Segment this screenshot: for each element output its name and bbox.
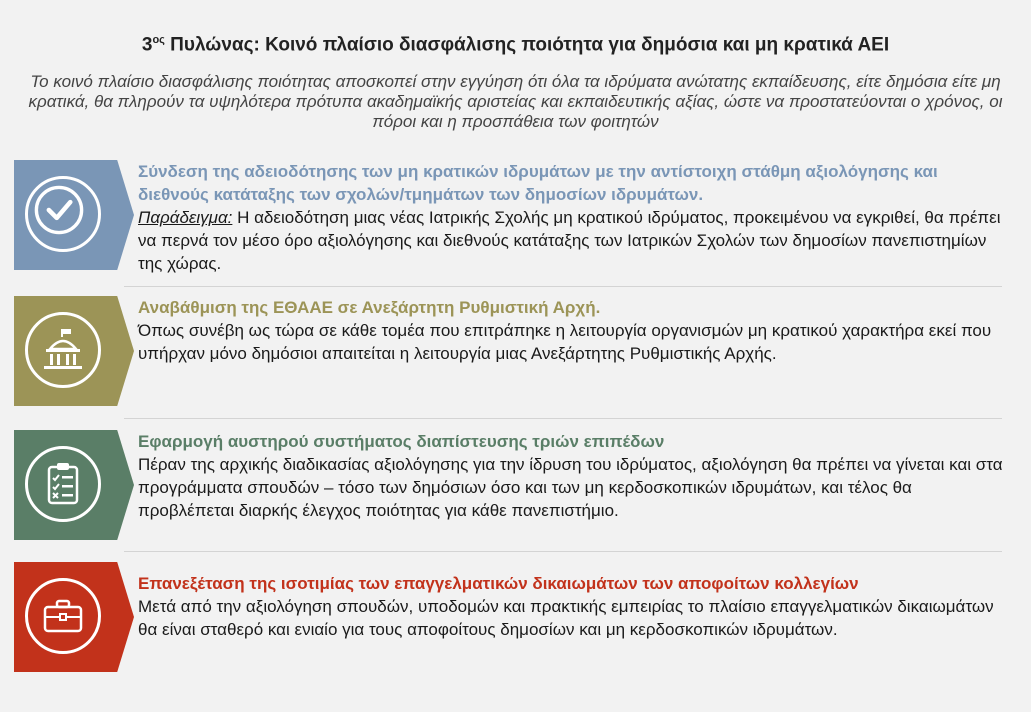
check-circle-icon	[33, 184, 85, 236]
chevron-badge	[14, 160, 134, 270]
item-heading: Σύνδεση της αδειοδότησης των μη κρατικών ιδρυμάτων με την αντίστοιχη στάθμη αξιολόγησης και διεθνούς κατάταξης των σχολών/τμημάτων των δημοσίων ιδρυμάτων.	[138, 162, 938, 204]
item-text	[138, 160, 1008, 275]
item-heading: Αναβάθμιση της ΕΘΑΑΕ σε Ανεξάρτητη Ρυθμιστική Αρχή.	[138, 298, 601, 317]
item-body	[138, 206, 1008, 275]
item-text	[138, 572, 1008, 641]
title-number: 3	[141, 34, 153, 56]
page-title	[0, 34, 1031, 56]
chevron-badge	[14, 296, 134, 406]
example-label: Παράδειγμα:	[138, 208, 233, 227]
divider	[124, 551, 1002, 552]
item-body: Όπως συνέβη ως τώρα σε κάθε τομέα που επιτράπηκε η λειτουργία οργανισμών μη κρατικού χαρακτήρα εκεί που υπήρχαν μόνο δημόσιοι απαιτείται η λειτουργία μιας Ανεξάρτητης Ρυθμιστικής Αρχής.	[138, 321, 992, 363]
item-body: Μετά από την αξιολόγηση σπουδών, υποδομών και πρακτικής εμπειρίας το πλαίσιο επαγγελματικών δικαιωμάτων θα είναι σταθερό και ενιαίο για τους αποφοίτους δημοσίων και μη κερδοσκοπικών ιδρυμάτων.	[138, 597, 994, 639]
title-text: Πυλώνας: Κοινό πλαίσιο διασφάλισης ποιότητα για δημόσια και μη κρατικά ΑΕΙ	[170, 34, 890, 56]
item-body: Πέραν της αρχικής διαδικασίας αξιολόγησης για την ίδρυση του ιδρύματος, αξιολόγηση θα πρέπει να γίνεται και στα προγράμματα σπουδών – τόσο των δημόσιων όσο και των μη κερδοσκοπικών ιδρυμάτων, και τέλος θα προβλέπεται διαρκής έλεγχος ποιότητας για κάθε πανεπιστήμιο.	[138, 455, 1003, 520]
chevron-badge	[14, 430, 134, 540]
divider	[124, 418, 1002, 419]
briefcase-icon	[40, 593, 86, 639]
chevron-badge	[14, 562, 134, 672]
item-text	[138, 430, 1008, 522]
title-ordinal: ος	[152, 34, 165, 46]
item-body-text: Η αδειοδότηση μιας νέας Ιατρικής Σχολής μη κρατικού ιδρύματος, προκειμένου να εγκριθεί, θα πρέπει να περνά τον μέσο όρο αξιολόγησης και διεθνούς κατάταξης των Ιατρικών Σχολών των δημοσίων πανεπιστημίων της χώρας.	[138, 208, 1001, 273]
item-heading: Εφαρμογή αυστηρού συστήματος διαπίστευσης τριών επιπέδων	[138, 432, 665, 451]
clipboard-checklist-icon	[40, 461, 86, 507]
government-building-icon	[40, 327, 86, 373]
item-heading: Επανεξέταση της ισοτιμίας των επαγγελματικών δικαιωμάτων των αποφοίτων κολλεγίων	[138, 574, 859, 593]
subtitle: Το κοινό πλαίσιο διασφάλισης ποιότητας αποσκοπεί στην εγγύηση ότι όλα τα ιδρύματα ανώτατης εκπαίδευσης, είτε δημόσια είτε μη κρατικά, θα πληρούν τα υψηλότερα πρότυπα ακαδημαϊκής αριστείας και εκπαιδευτικής αξίας, ώστε να προστατεύονται ο χρόνος, οι πόροι και η προσπάθεια των φοιτητών	[28, 72, 1003, 131]
item-text	[138, 296, 1008, 365]
divider	[124, 286, 1002, 287]
